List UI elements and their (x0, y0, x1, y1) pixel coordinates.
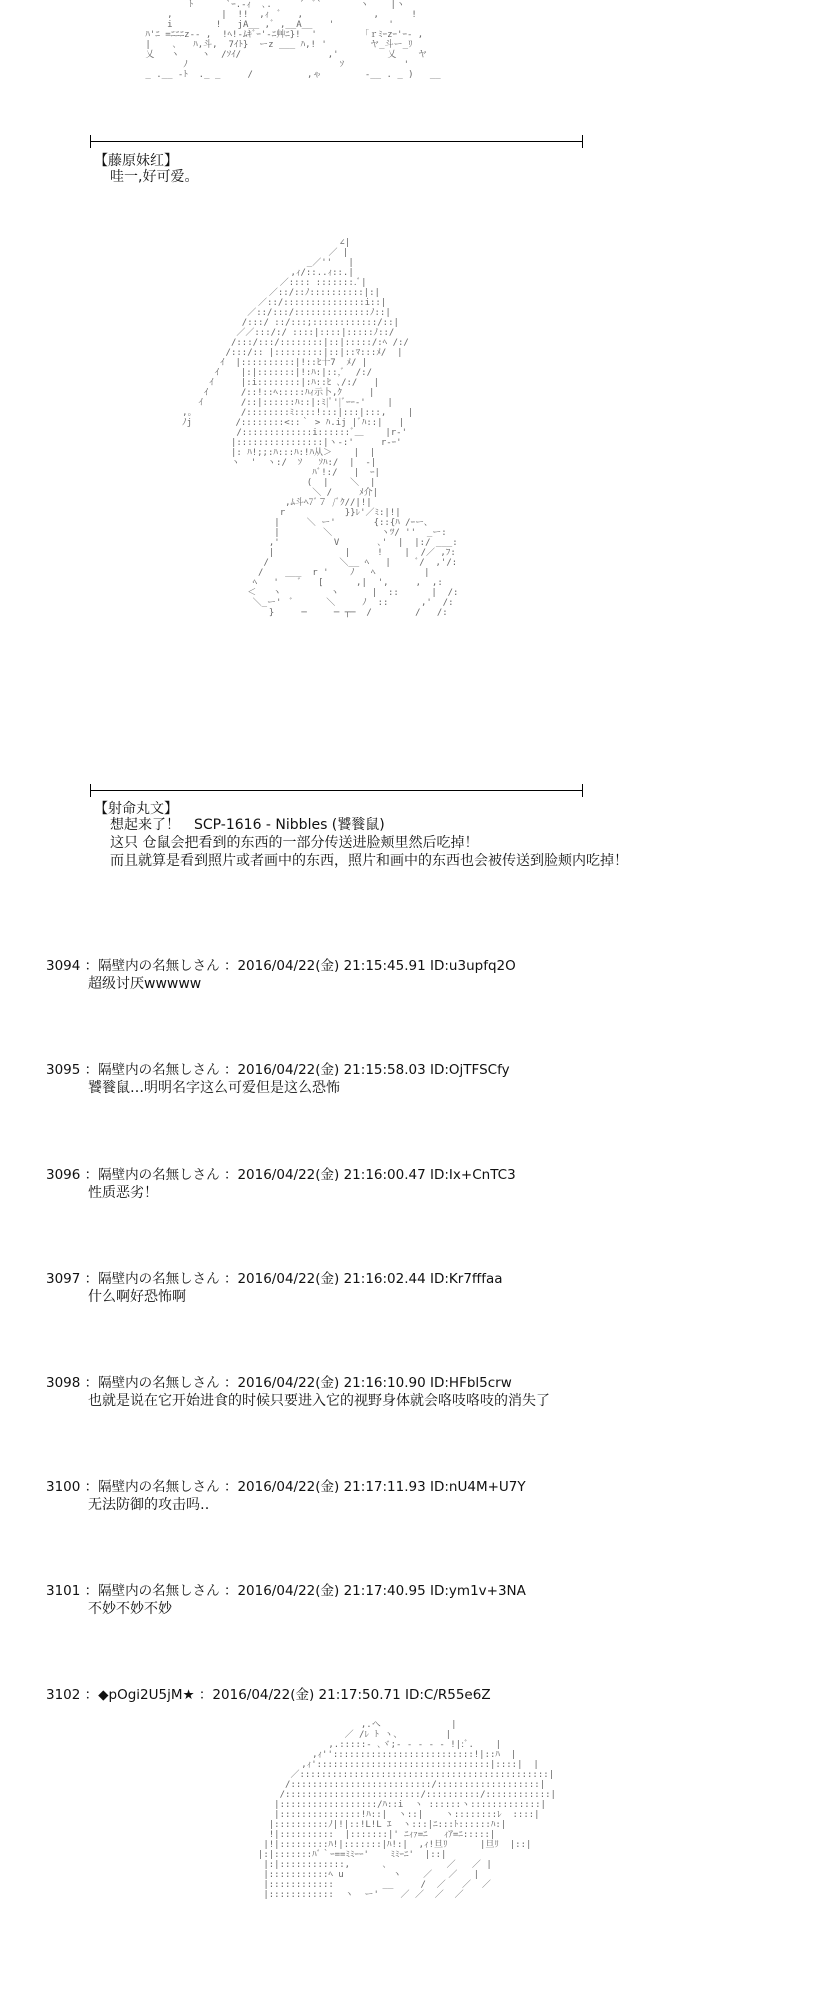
divider-end (582, 135, 583, 148)
post-number: 3097 (46, 1271, 81, 1287)
post-header: 3102 ：◆pOgi2U5jM★ ：2016/04/22(金) 21:17:50.71 ID:C/R55e6Z (46, 1687, 491, 1703)
divider-line (90, 790, 582, 791)
post-number: 3095 (46, 1062, 81, 1078)
post-author: ◆pOgi2U5jM★ (98, 1687, 195, 1703)
post-id: ID:nU4M+U7Y (430, 1479, 526, 1495)
post-number: 3102 (46, 1687, 81, 1703)
divider-line (90, 141, 582, 142)
post-id: ID:C/R55e6Z (404, 1687, 491, 1703)
post-body: 也就是说在它开始进食的时候只要进入它的视野身体就会咯吱咯吱的消失了 (88, 1393, 550, 1409)
post-number: 3094 (46, 958, 81, 974)
post-date: 2016/04/22(金) 21:15:58.03 (237, 1062, 426, 1078)
post-body: 什么啊好恐怖啊 (88, 1289, 186, 1305)
post-body: 性质恶劣！ (88, 1185, 158, 1201)
post-id: ID:u3upfq2O (430, 958, 516, 974)
post-id: ID:OjTFSCfy (430, 1062, 510, 1078)
post-author: 隔壁内の名無しさん (98, 1375, 220, 1391)
post-number: 3096 (46, 1167, 81, 1183)
post-author: 隔壁内の名無しさん (98, 1062, 220, 1078)
post-header: 3094 ：隔壁内の名無しさん ：2016/04/22(金) 21:15:45.91 ID:u3upfq2O (46, 958, 516, 974)
ascii-art-top: ﾄ `ｰ.-ｨ ､. ´ ﾞ` ヽ |ヽ , | !! ,ｨ ﾞ , , ! i ! jA__ ,ﾞ ,__A__ ' ' ﾊ'ﾆ =ﾆﾆﾆz-- , !ﾍ!-ﾑｷﾞｰ'-ﾆ艸ﾆ}! ' 「ｒﾐｰzｰ'ｰ- , | ､ ﾊ,斗, 7ｲﾄ} ーz ___ ﾊ,! ' ヤ_斗ー_ﾘ 乂 ヽ ヽ /ｿｲ/ ,' 乂 ヤ ﾉ ｿ ' _ .__ -ﾄ ._ _ / ,ゃ -__ . _ ) __ (145, 0, 441, 80)
ascii-art-bottom: ,.へ | ／ /ﾚ ﾄ ヽ、 | ,.:::::‐ ､ヾ;- - - - - !|:ﾞ. | ,ｨ''::::::::::::::::::::::::::!|::ﾊ | ,ｨ'::::::::::::::::::::::::::::::::|::::| | ／::::::::::::::::::::::::::::::::::::::::::::::| /::::::::::::::::::::::::::/:::::::::::::::::::| /:::::::::::::::::::::::::/::::::::::/::::::::::::| |::::::::::::::::::/ﾊ::i ヽ ::::::ヽ:::::::::::::| |:::::::::::::::!ﾊ::| ヽ::| ヽ::::::::ﾚ ::::| |::::::::::ﾉ|!|::!L!L ｴ ヽ:::|ﾆ:::ﾄ::::::ﾊ:| !|:::::::::: |:::::::|' ﾆｨｧ=ﾆ ｨｱ=ﾆ:::::| |!|:::::::::ﾊ!|:::::::|ﾊ!:| ,ｨ!旦ﾘ |旦ﾘ |::| |:|:::::::ﾊﾞ｀ｰ==ﾐﾐｰｰ' ﾐﾐｰﾆ' |::| |:|::::::::::::, ､ ／ ／ | |:::::::::::ﾍ u ヽ ／ ／ | |:::::::::::: __ / ／ ／ ／ |:::::::::::: ヽ ー' ／ ／ ／ ／ (257, 1720, 556, 1900)
divider-end (90, 784, 91, 797)
post-body: 超级讨厌wwwww (88, 976, 202, 992)
post-id: ID:Ix+CnTC3 (430, 1167, 516, 1183)
post-date: 2016/04/22(金) 21:17:40.95 (237, 1583, 426, 1599)
post-date: 2016/04/22(金) 21:17:11.93 (237, 1479, 426, 1495)
divider-end (582, 784, 583, 797)
dialogue-line: 这只 仓鼠会把看到的东西的一部分传送进脸颊里然后吃掉！ (110, 835, 479, 851)
post-header: 3095 ：隔壁内の名無しさん ：2016/04/22(金) 21:15:58.03 ID:OjTFSCfy (46, 1062, 510, 1078)
dialogue-line: 想起来了！ SCP-1616 - Nibbles (饕餮鼠) (110, 817, 385, 833)
post-date: 2016/04/22(金) 21:16:02.44 (237, 1271, 426, 1287)
post-author: 隔壁内の名無しさん (98, 1583, 220, 1599)
ascii-art-hamster: ∠| ／ | _／'' | ,ｨ/::..ｨ::.| ／:::: :::::::.ﾞ| ／::/::ﾉ::::::::::|:| ／::/:::::::::::::::i::| ／::/:::/::::::::::::::ﾉ::| /:::/ ::/:::;::::::::::::/::| ／／:::/:/ ::::|::::|:::::ﾉ::/ /:::/:::/::::::::|::|:::::/:ﾍ /:/ /:::/:: |:::::::::|::|::ﾏ:::ﾒ/ | ｲ |::::::::::|!::ﾋ十7 ﾒ/ | ｲ |:|:::::::|!:ﾊ:|::,ﾞ /:/ ｲ |:i::::::::|:ﾊ::ﾋ ､/:/ | ｲ /::!::ﾍ:::::ﾊｨ示卜,ｸ | ｲ /::|::::::ﾊ::|:ﾐ|ﾟ'|ﾞｰｰ-' | ,｡ /::::::::ﾐ::::!:::|:::|:::, | ﾉj /::::::::<::｀ > ﾊ.ij |ﾞﾊ::| | /:::::::::::::i::::::ﾞ＿ |r-' |::::::::::::::::|ヽ-:' r-ｰ' |: ﾊ!;;:ﾊ:::ﾊ:!ﾊ从＞ | | ヽ ' ヽ:/ ｿ ｿﾊ:/ | -| ﾊﾞ!:/ | ｰ| ( | ＼ | ＼ / ﾒ介| ,ﾑ斗ﾍ7ﾞ７ /ﾞｸ//|!| r }}ﾚ'／ﾐ:|!| | ＼ ー' {::{ﾊ /ｰー、 | ＼ ヽﾂ/ '' _ー: ,' V ､' | |:/ ___: | | ! | /／ ,ﾌ: / ＼__ ﾍ | ﾞ/ ,'/: / ___ r ' ﾉ ﾍ | ﾍ ' ﾞ [ ,| ', , ,: ＜ ヽ ヽ | :: | /: ＼_ー' ﾞ ＼ ﾉ :: ,' /: } ─ ─ ┬─ / / /: (182, 238, 459, 618)
post-id: ID:HFbl5crw (430, 1375, 512, 1391)
post-id: ID:Kr7fffaa (430, 1271, 503, 1287)
divider-end (90, 135, 91, 148)
post-header: 3100 ：隔壁内の名無しさん ：2016/04/22(金) 21:17:11.93 ID:nU4M+U7Y (46, 1479, 526, 1495)
dialogue-line: 哇一,好可爱。 (110, 169, 199, 185)
post-number: 3101 (46, 1583, 81, 1599)
post-header: 3096 ：隔壁内の名無しさん ：2016/04/22(金) 21:16:00.47 ID:Ix+CnTC3 (46, 1167, 516, 1183)
post-author: 隔壁内の名無しさん (98, 1271, 220, 1287)
post-date: 2016/04/22(金) 21:16:10.90 (237, 1375, 426, 1391)
post-header: 3097 ：隔壁内の名無しさん ：2016/04/22(金) 21:16:02.44 ID:Kr7fffaa (46, 1271, 503, 1287)
post-author: 隔壁内の名無しさん (98, 1479, 220, 1495)
dialogue-line: 而且就算是看到照片或者画中的东西，照片和画中的东西也会被传送到脸颊内吃掉！ (110, 853, 628, 869)
post-id: ID:ym1v+3NA (430, 1583, 526, 1599)
speaker-label: 【藤原妹红】 (94, 153, 178, 169)
post-header: 3098 ：隔壁内の名無しさん ：2016/04/22(金) 21:16:10.90 ID:HFbl5crw (46, 1375, 512, 1391)
post-body: 无法防御的攻击吗‥ (88, 1497, 210, 1513)
post-date: 2016/04/22(金) 21:15:45.91 (237, 958, 426, 974)
post-body: 不妙不妙不妙 (88, 1601, 172, 1617)
post-author: 隔壁内の名無しさん (98, 958, 220, 974)
post-author: 隔壁内の名無しさん (98, 1167, 220, 1183)
post-number: 3098 (46, 1375, 81, 1391)
post-number: 3100 (46, 1479, 81, 1495)
post-date: 2016/04/22(金) 21:16:00.47 (237, 1167, 426, 1183)
post-body: 饕餮鼠…明明名字这么可爱但是这么恐怖 (88, 1080, 340, 1096)
post-date: 2016/04/22(金) 21:17:50.71 (212, 1687, 401, 1703)
post-header: 3101 ：隔壁内の名無しさん ：2016/04/22(金) 21:17:40.95 ID:ym1v+3NA (46, 1583, 526, 1599)
speaker-label: 【射命丸文】 (94, 801, 178, 817)
